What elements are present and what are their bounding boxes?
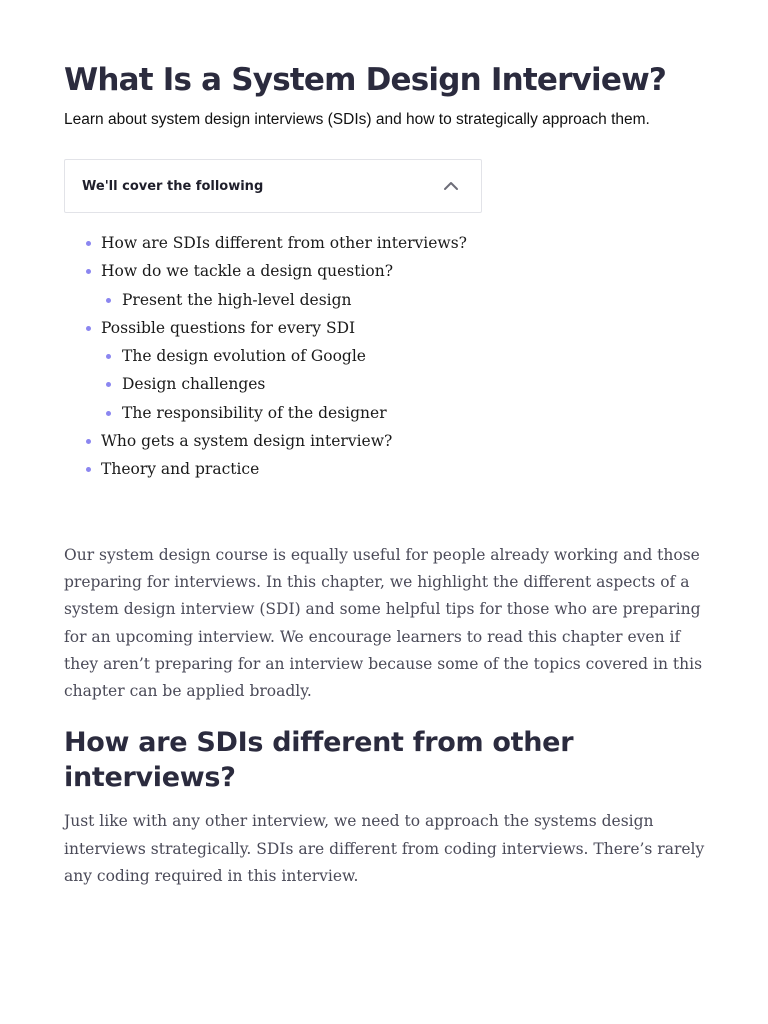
- page-title: What Is a System Design Interview?: [64, 62, 667, 98]
- bullet-icon: [106, 298, 111, 303]
- toc-item-label[interactable]: Possible questions for every SDI: [101, 318, 356, 337]
- toc-item-label[interactable]: Design challenges: [122, 375, 266, 394]
- bullet-icon: [86, 269, 91, 274]
- bullet-icon: [106, 411, 111, 416]
- bullet-icon: [86, 439, 91, 444]
- bullet-icon: [86, 326, 91, 331]
- toc-item[interactable]: [64, 229, 714, 257]
- toc-item[interactable]: [64, 314, 714, 342]
- toc-item-label[interactable]: How are SDIs different from other interviews?: [101, 234, 467, 252]
- toc-label: We'll cover the following: [82, 178, 264, 194]
- article: [64, 58, 714, 890]
- section-heading: How are SDIs different from other interviews?: [64, 727, 574, 794]
- toc-subitem[interactable]: [64, 399, 714, 427]
- toc-subitem[interactable]: [64, 370, 714, 398]
- bullet-icon: [86, 467, 91, 472]
- toc-item-label[interactable]: The responsibility of the designer: [122, 403, 387, 422]
- toc-subitem[interactable]: [64, 342, 714, 370]
- section-paragraph: Just like with any other interview, we need to approach the systems design interviews strategically. SDIs are different from coding interviews. There’s rarely any coding required in this interview.: [64, 812, 705, 886]
- toc-subitem[interactable]: [64, 286, 714, 314]
- toc-item[interactable]: [64, 257, 714, 285]
- bullet-icon: [86, 241, 91, 246]
- page-subtitle: Learn about system design interviews (SDIs) and how to strategically approach them.: [64, 111, 650, 128]
- toc-item[interactable]: [64, 427, 714, 455]
- bullet-icon: [106, 382, 111, 387]
- intro-paragraph: Our system design course is equally useful for people already working and those preparing for interviews. In this chapter, we highlight the different aspects of a system design interview (SDI) and some helpful tips for those who are preparing for an upcoming interview. We encourage learners to read this chapter even if they aren’t preparing for an interview because some of the topics covered in this chapter can be applied broadly.: [64, 545, 703, 701]
- toc-toggle[interactable]: [64, 159, 482, 213]
- toc-item-label[interactable]: Present the high-level design: [122, 290, 352, 309]
- toc-item-label[interactable]: Who gets a system design interview?: [101, 432, 393, 451]
- chevron-up-icon[interactable]: [441, 176, 461, 196]
- toc-item-label[interactable]: The design evolution of Google: [122, 347, 366, 366]
- toc-list: [64, 229, 714, 484]
- toc-item[interactable]: [64, 455, 714, 483]
- toc-item-label[interactable]: Theory and practice: [101, 460, 260, 479]
- bullet-icon: [106, 354, 111, 359]
- toc-item-label[interactable]: How do we tackle a design question?: [101, 262, 394, 281]
